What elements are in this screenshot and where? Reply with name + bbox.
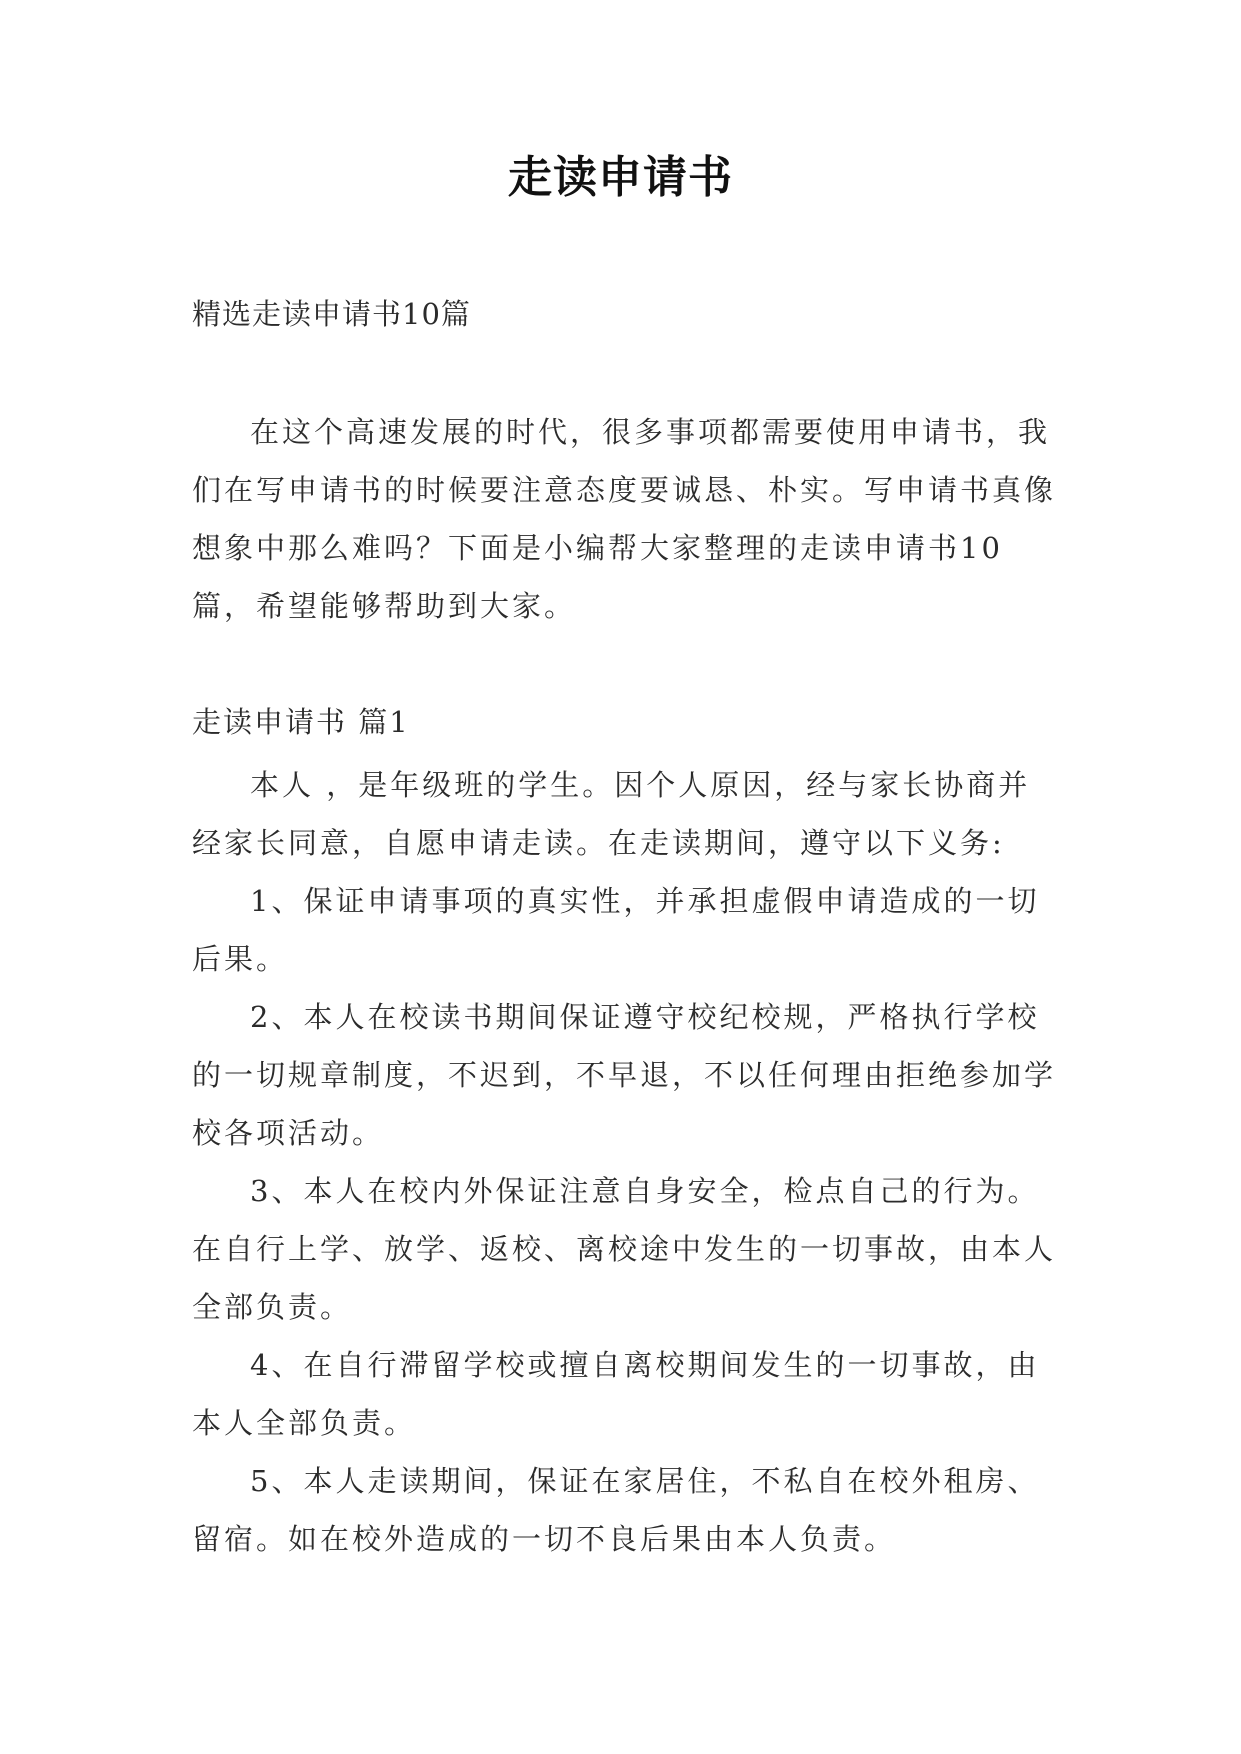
article-paragraph: 4、在自行滞留学校或擅自离校期间发生的一切事故，由本人全部负责。	[192, 1348, 1040, 1440]
article-paragraph: 本人 ，是年级班的学生。因个人原因，经与家长协商并经家长同意，自愿申请走读。在走读期间，遵守以下义务:	[192, 768, 1031, 860]
document-title: 走读申请书	[508, 152, 733, 203]
article-body	[192, 756, 1060, 1568]
article-paragraph: 5、本人走读期间，保证在家居住，不私自在校外租房、留宿。如在校外造成的一切不良后果由本人负责。	[192, 1464, 1040, 1556]
intro-block	[192, 403, 1060, 635]
article-paragraph: 2、本人在校读书期间保证遵守校纪校规，严格执行学校的一切规章制度，不迟到，不早退，不以任何理由拒绝参加学校各项活动。	[192, 1000, 1057, 1150]
article-paragraph: 3、本人在校内外保证注意自身安全，检点自己的行为。在自行上学、放学、返校、离校途中发生的一切事故，由本人全部负责。	[192, 1174, 1057, 1324]
document-subtitle: 精选走读申请书10篇	[192, 297, 471, 331]
article-paragraph: 1、保证申请事项的真实性，并承担虚假申请造成的一切后果。	[192, 884, 1040, 976]
intro-paragraph: 在这个高速发展的时代，很多事项都需要使用申请书，我们在写申请书的时候要注意态度要诚恳、朴实。写申请书真像想象中那么难吗？下面是小编帮大家整理的走读申请书10篇，希望能够帮助到大家。	[192, 415, 1057, 623]
section-heading: 走读申请书 篇1	[192, 705, 410, 739]
